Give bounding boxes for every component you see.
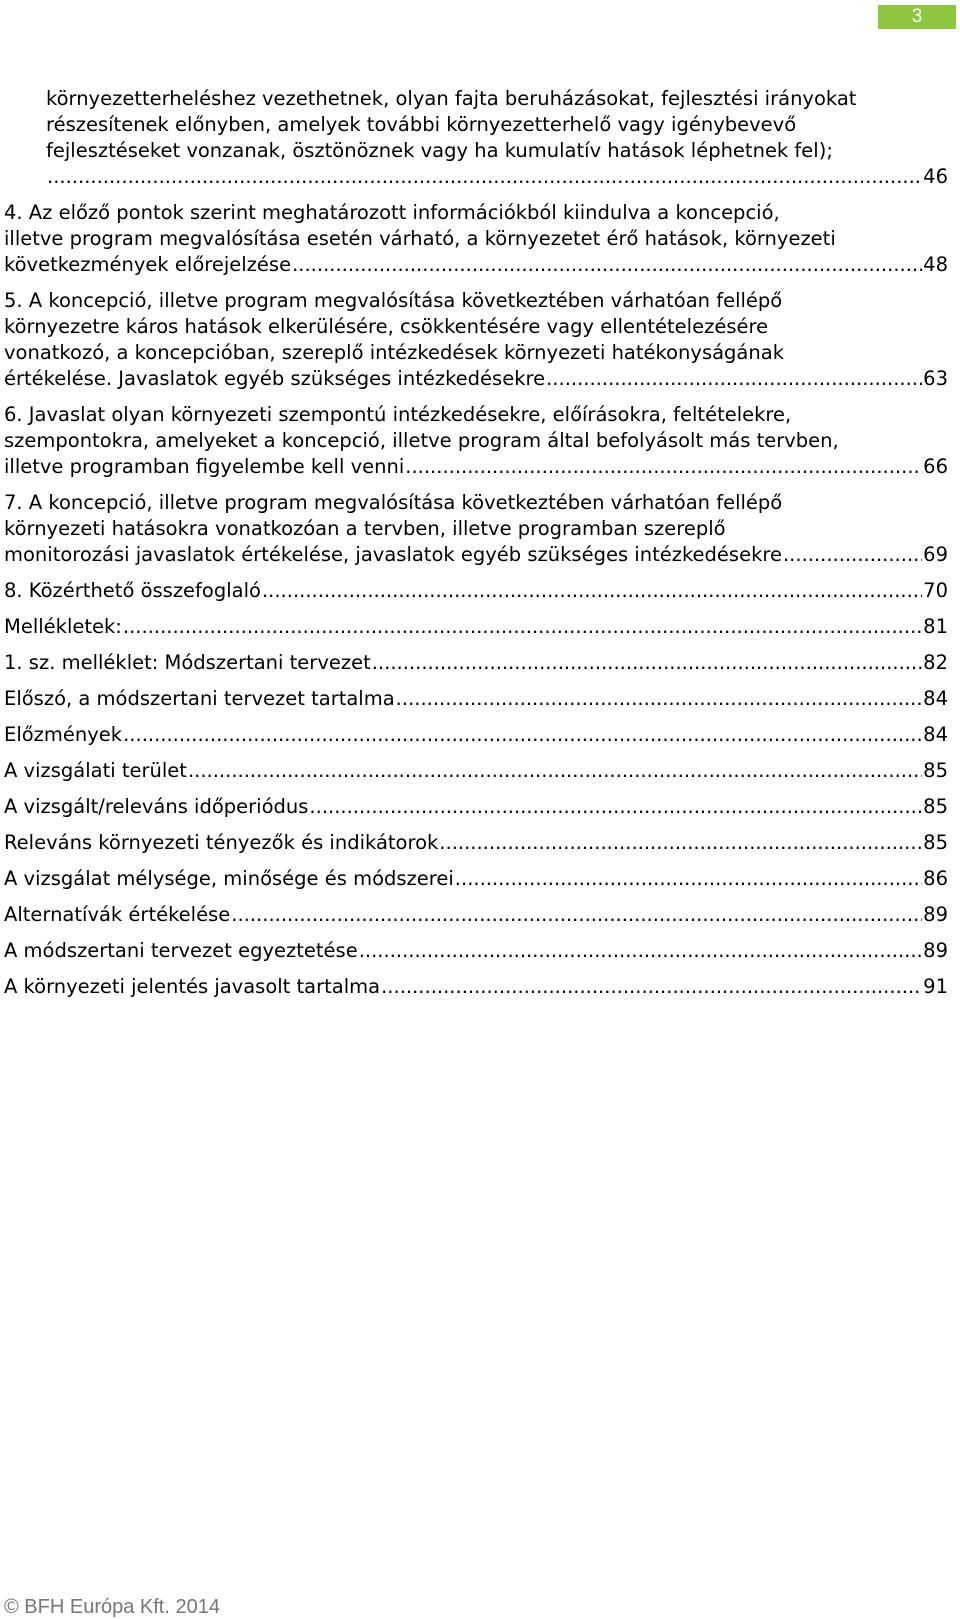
toc-entry-title: A módszertani tervezet egyeztetése — [4, 939, 358, 962]
toc-entry-text-line: környezetre káros hatások elkerülésére, csökkentésére vagy ellentételezésére — [4, 315, 769, 338]
toc-entry-text-line: részesítenek előnyben, amelyek további környezetterhelő vagy igénybevevő — [46, 113, 797, 136]
toc-entry-leader-line — [4, 252, 948, 278]
toc-entry-title: értékelése. Javaslatok egyéb szükséges intézkedésekre — [4, 367, 546, 390]
toc-entry-title: 8. Közérthető összefoglaló — [4, 579, 261, 602]
toc-page-number: 89 — [923, 939, 948, 962]
dot-leader — [455, 866, 922, 892]
toc-entry[interactable] — [4, 974, 948, 1000]
toc-entry[interactable] — [4, 902, 948, 928]
toc-page-number: 82 — [923, 651, 948, 674]
toc-page-number: 46 — [923, 165, 948, 188]
toc-entry-text-line: szempontokra, amelyeket a koncepció, illetve program által befolyásolt más tervben, — [4, 429, 839, 452]
toc-entry-leader-line — [4, 938, 948, 964]
toc-entry-text-line: 4. Az előző pontok szerint meghatározott információkból kiindulva a koncepció, — [4, 201, 780, 224]
toc-entry-leader-line — [4, 578, 948, 604]
toc-entry-text-line: környezeti hatásokra vonatkozóan a tervben, illetve programban szereplő — [4, 517, 726, 540]
toc-entry-text-line: illetve program megvalósítása esetén várható, a környezetet érő hatások, környezeti — [4, 227, 836, 250]
dot-leader — [309, 794, 922, 820]
toc-entry-leader-line — [4, 366, 948, 392]
toc-entry[interactable] — [4, 288, 948, 392]
page-number-badge: 3 — [878, 5, 956, 29]
toc-entry-text-line: fejlesztéseket vonzanak, ösztönöznek vagy ha kumulatív hatások léphetnek fel); — [46, 139, 833, 162]
toc-page-number: 85 — [923, 831, 948, 854]
toc-entry[interactable] — [4, 794, 948, 820]
toc-entry[interactable] — [4, 866, 948, 892]
toc-page-number: 69 — [923, 543, 948, 566]
toc-page-number: 63 — [923, 367, 948, 390]
toc-entry-leader-line — [4, 614, 948, 640]
toc-entry[interactable] — [4, 490, 948, 568]
dot-leader — [372, 650, 922, 676]
toc-entry-leader-line — [4, 866, 948, 892]
toc-entry[interactable] — [4, 758, 948, 784]
toc-entry-text-line: vonatkozó, a koncepcióban, szereplő intézkedések környezeti hatékonyságának — [4, 341, 784, 364]
toc-page-number: 85 — [923, 795, 948, 818]
toc-entry[interactable] — [4, 938, 948, 964]
dot-leader — [359, 938, 922, 964]
toc-entry-text-line: 5. A koncepció, illetve program megvalósítása következtében várhatóan fellépő — [4, 289, 783, 312]
toc-entry-text-line: 7. A koncepció, illetve program megvalósítása következtében várhatóan fellépő — [4, 491, 783, 514]
toc-entry[interactable] — [4, 650, 948, 676]
dot-leader — [123, 722, 922, 748]
toc-entry-text-line: 6. Javaslat olyan környezeti szempontú intézkedésekre, előírásokra, feltételekre, — [4, 403, 792, 426]
toc-entry-title: A vizsgált/releváns időperiódus — [4, 795, 309, 818]
toc-entry-title: 1. sz. melléklet: Módszertani tervezet — [4, 651, 371, 674]
dot-leader — [188, 758, 922, 784]
toc-entry-leader-line — [4, 758, 948, 784]
dot-leader — [396, 686, 923, 712]
toc-page-number: 85 — [923, 759, 948, 782]
toc-entry-title: Alternatívák értékelése — [4, 903, 231, 926]
toc-entry[interactable] — [4, 722, 948, 748]
toc-entry-title: A vizsgálat mélysége, minősége és módszerei — [4, 867, 454, 890]
toc-entry-title: Előszó, a módszertani tervezet tartalma — [4, 687, 395, 710]
toc-entry[interactable] — [4, 614, 948, 640]
dot-leader — [292, 252, 922, 278]
dot-leader — [783, 542, 922, 568]
toc-page-number: 66 — [923, 455, 948, 478]
dot-leader — [231, 902, 922, 928]
dot-leader — [47, 164, 922, 190]
toc-entry-leader-line — [4, 686, 948, 712]
toc-entry-title: A környezeti jelentés javasolt tartalma — [4, 975, 381, 998]
toc-entry[interactable] — [4, 578, 948, 604]
toc-entry-leader-line — [4, 650, 948, 676]
dot-leader — [262, 578, 922, 604]
toc-entry[interactable] — [4, 686, 948, 712]
toc-page-number: 91 — [923, 975, 948, 998]
toc-entry-leader-line — [4, 794, 948, 820]
toc-entry-title: következmények előrejelzése — [4, 253, 292, 276]
footer-copyright: © BFH Európa Kft. 2014 — [4, 1596, 220, 1618]
toc-page-number: 84 — [923, 687, 948, 710]
toc-entry-leader-line — [4, 902, 948, 928]
toc-entry-text-line: környezetterheléshez vezethetnek, olyan fajta beruházásokat, fejlesztési irányokat — [46, 87, 857, 110]
toc-entry[interactable] — [4, 86, 948, 190]
toc-entry-title: A vizsgálati terület — [4, 759, 187, 782]
dot-leader — [123, 614, 922, 640]
toc-entry[interactable] — [4, 830, 948, 856]
toc-entry-leader-line — [4, 974, 948, 1000]
toc-entry[interactable] — [4, 200, 948, 278]
toc-page-number: 48 — [923, 253, 948, 276]
toc-page-number: 81 — [923, 615, 948, 638]
dot-leader — [439, 830, 922, 856]
toc-page-number: 86 — [923, 867, 948, 890]
toc-entry-leader-line — [4, 542, 948, 568]
table-of-contents — [4, 86, 948, 1000]
toc-entry[interactable] — [4, 402, 948, 480]
toc-entry-leader-line — [4, 454, 948, 480]
toc-entry-leader-line — [4, 830, 948, 856]
toc-entry-title: Mellékletek: — [4, 615, 122, 638]
dot-leader — [405, 454, 922, 480]
toc-page-number: 84 — [923, 723, 948, 746]
toc-page-number: 89 — [923, 903, 948, 926]
toc-entry-title: illetve programban figyelembe kell venni — [4, 455, 405, 478]
toc-entry-leader-line — [4, 722, 948, 748]
toc-entry-title: Releváns környezeti tényezők és indikátorok — [4, 831, 439, 854]
toc-entry-title: Előzmények — [4, 723, 123, 746]
toc-entry-title: monitorozási javaslatok értékelése, javaslatok egyéb szükséges intézkedésekre — [4, 543, 782, 566]
dot-leader — [546, 366, 922, 392]
toc-page-number: 70 — [923, 579, 948, 602]
dot-leader — [381, 974, 922, 1000]
toc-entry-leader-line — [4, 164, 948, 190]
